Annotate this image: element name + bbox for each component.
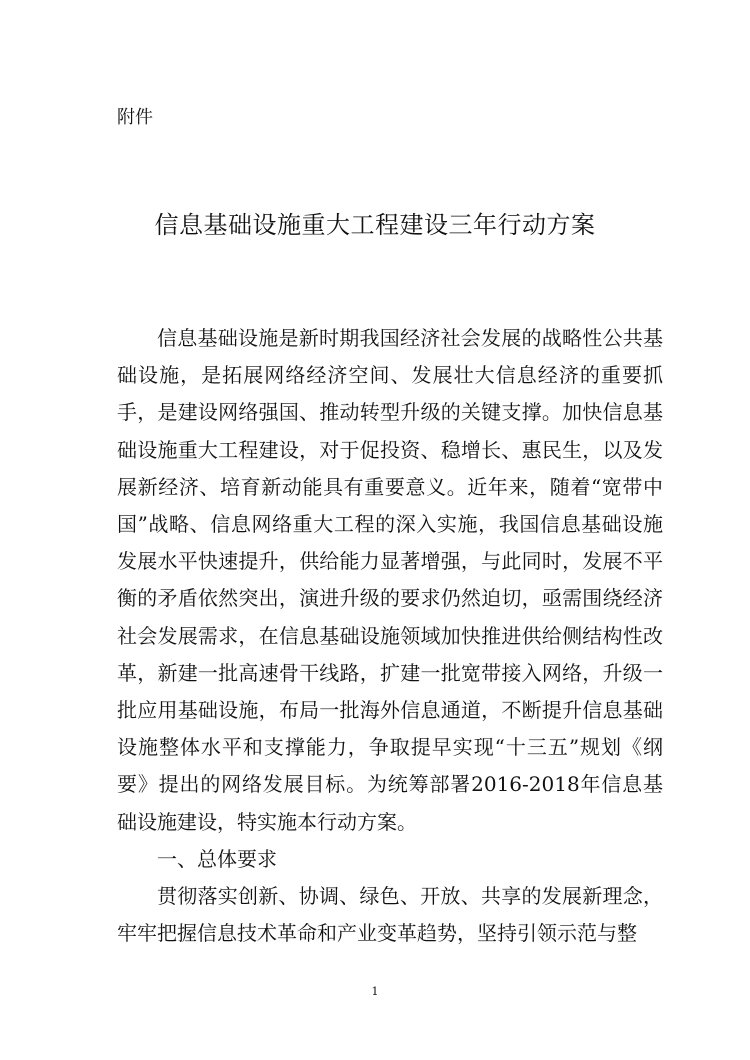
attachment-label: 附件 [117, 107, 153, 128]
section-heading: 一、总体要求 [157, 846, 277, 871]
intro-paragraph: 信息基础设施是新时期我国经济社会发展的战略性公共基础设施，是拓展网络经济空间、发展壮大信息经济的重要抓手，是建设网络强国、推动转型升级的关键支撑。加快信息基础设施重大工程建设，对于促投资、稳增长、惠民生，以及发展新经济、培育新动能具有重要意义。近年来，随着“宽带中国”战略、信息网络重大工程的深入实施，我国信息基础设施发展水平快速提升，供给能力显著增强，与此同时，发展不平衡的矛盾依然突出，演进升级的要求仍然迫切，亟需围绕经济社会发展需求，在信息基础设施领域加快推进供给侧结构性改革，新建一批高速骨干线路，扩建一批宽带接入网络，升级一批应用基础设施，布局一批海外信息通道，不断提升信息基础设施整体水平和支撑能力，争取提早实现“十三五”规划《纲要》提出的网络发展目标。为统筹部署2016-2018年信息基础设施建设，特实施本行动方案。 [117, 326, 663, 834]
page-number: 1 [371, 985, 379, 998]
document-title: 信息基础设施重大工程建设三年行动方案 [154, 211, 596, 239]
section-paragraph: 贯彻落实创新、协调、绿色、开放、共享的发展新理念，牢牢把握信息技术革命和产业变革趋势，坚持引领示范与整 [117, 884, 663, 946]
document-body [117, 320, 663, 952]
